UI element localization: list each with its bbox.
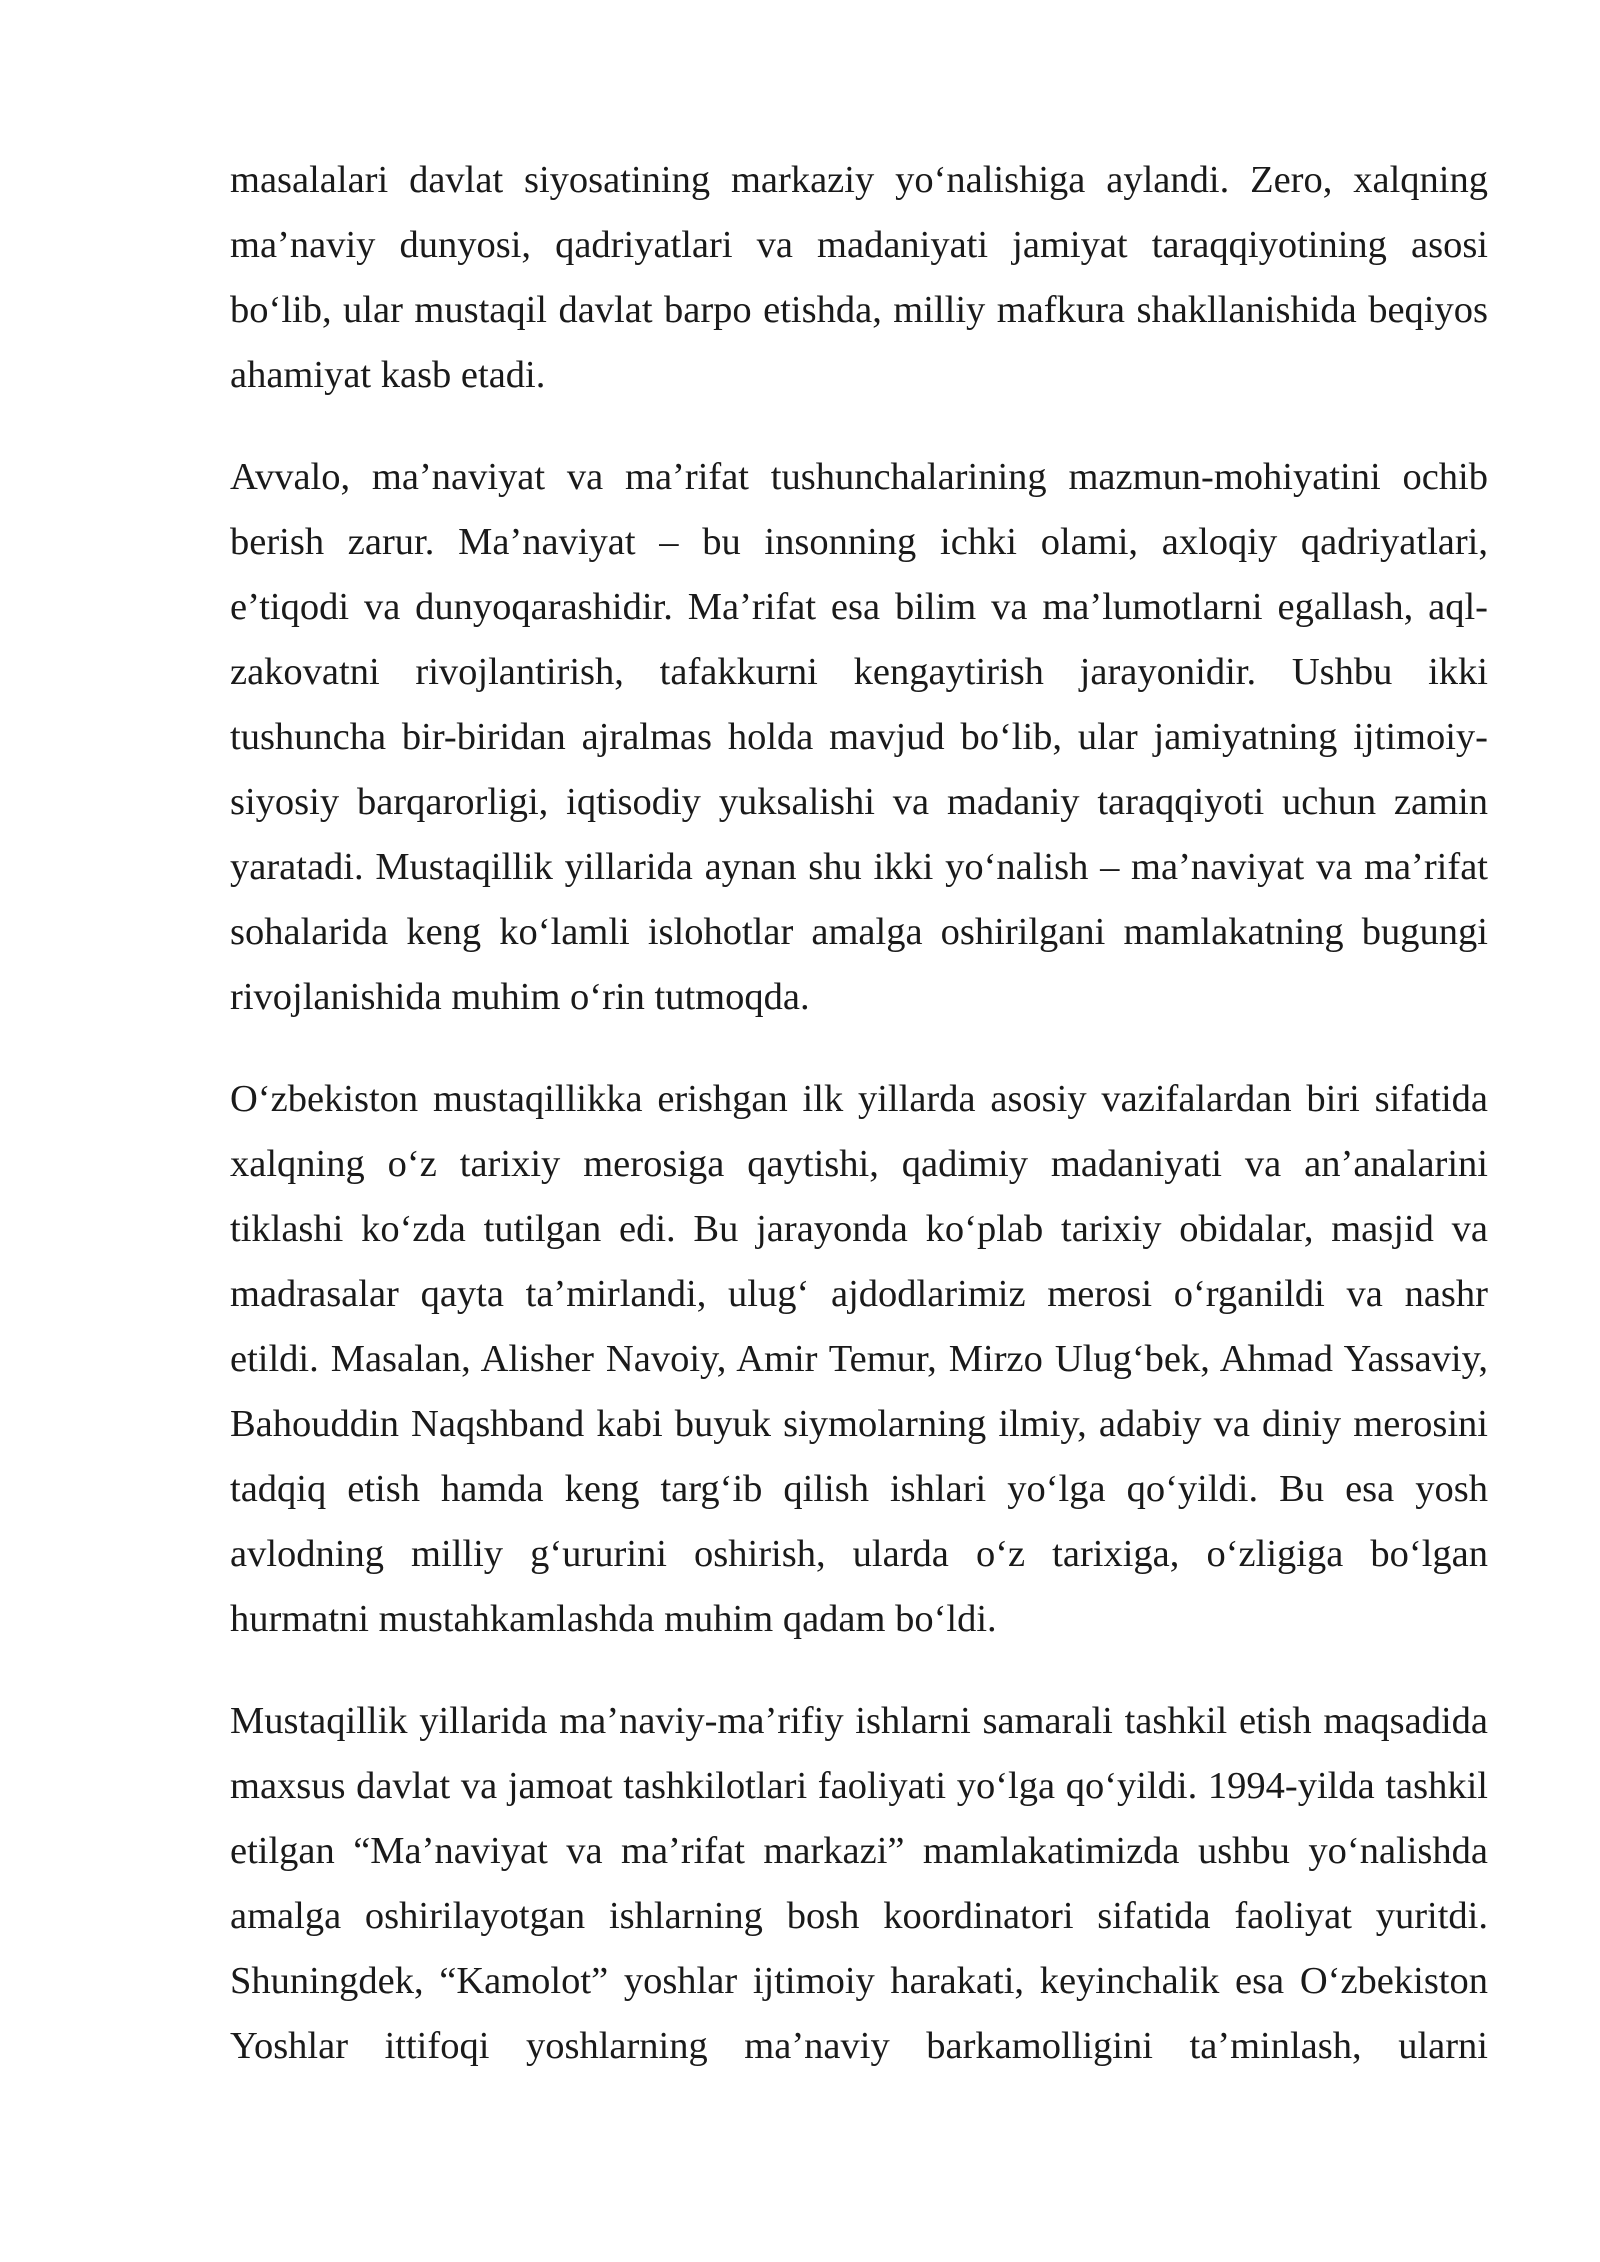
paragraph-1: masalalari davlat siyosatining markaziy yo‘nalishiga aylandi. Zero, xalqning ma’naviy dunyosi, qadriyatlari va madaniyati jamiyat taraqqiyotining asosi bo‘lib, ular mustaqil davlat barpo etishda, milliy mafkura shakllanishida beqiyos ahamiyat kasb etadi. bbox=[230, 159, 1488, 396]
paragraph-4: Mustaqillik yillarida ma’naviy-ma’rifiy ishlarni samarali tashkil etish maqsadida maxsus davlat va jamoat tashkilotlari faoliyati yo‘lga qo‘yildi. 1994-yilda tashkil etilgan “Ma’naviyat va ma’rifat markazi” mamlakatimizda ushbu yo‘nalishda amalga oshirilayotgan ishlarning bosh koordinatori sifatida faoliyat yuritdi. Shuningdek, “Kamolot” yoshlar ijtimoiy harakati, keyinchalik esa O‘zbekiston Yoshlar ittifoqi yoshlarning ma’naviy barkamolligini ta’minlash, ularni bbox=[230, 1700, 1488, 2067]
document-body bbox=[230, 148, 1488, 2079]
paragraph-3: O‘zbekiston mustaqillikka erishgan ilk yillarda asosiy vazifalardan biri sifatida xalqning o‘z tarixiy merosiga qaytishi, qadimiy madaniyati va an’analarini tiklashi ko‘zda tutilgan edi. Bu jarayonda ko‘plab tarixiy obidalar, masjid va madrasalar qayta ta’mirlandi, ulug‘ ajdodlarimiz merosi o‘rganildi va nashr etildi. Masalan, Alisher Navoiy, Amir Temur, Mirzo Ulug‘bek, Ahmad Yassaviy, Bahouddin Naqshband kabi buyuk siymolarning ilmiy, adabiy va diniy merosini tadqiq etish hamda keng targ‘ib qilish ishlari yo‘lga qo‘yildi. Bu esa yosh avlodning milliy g‘ururini oshirish, ularda o‘z tarixiga, o‘zligiga bo‘lgan hurmatni mustahkamlashda muhim qadam bo‘ldi. bbox=[230, 1078, 1488, 1640]
paragraph-2: Avvalo, ma’naviyat va ma’rifat tushunchalarining mazmun-mohiyatini ochib berish zarur. Ma’naviyat – bu insonning ichki olami, axloqiy qadriyatlari, e’tiqodi va dunyoqarashidir. Ma’rifat esa bilim va ma’lumotlarni egallash, aql-zakovatni rivojlantirish, tafakkurni kengaytirish jarayonidir. Ushbu ikki tushuncha bir-biridan ajralmas holda mavjud bo‘lib, ular jamiyatning ijtimoiy-siyosiy barqarorligi, iqtisodiy yuksalishi va madaniy taraqqiyoti uchun zamin yaratadi. Mustaqillik yillarida aynan shu ikki yo‘nalish – ma’naviyat va ma’rifat sohalarida keng ko‘lamli islohotlar amalga oshirilgani mamlakatning bugungi rivojlanishida muhim o‘rin tutmoqda. bbox=[230, 456, 1488, 1018]
